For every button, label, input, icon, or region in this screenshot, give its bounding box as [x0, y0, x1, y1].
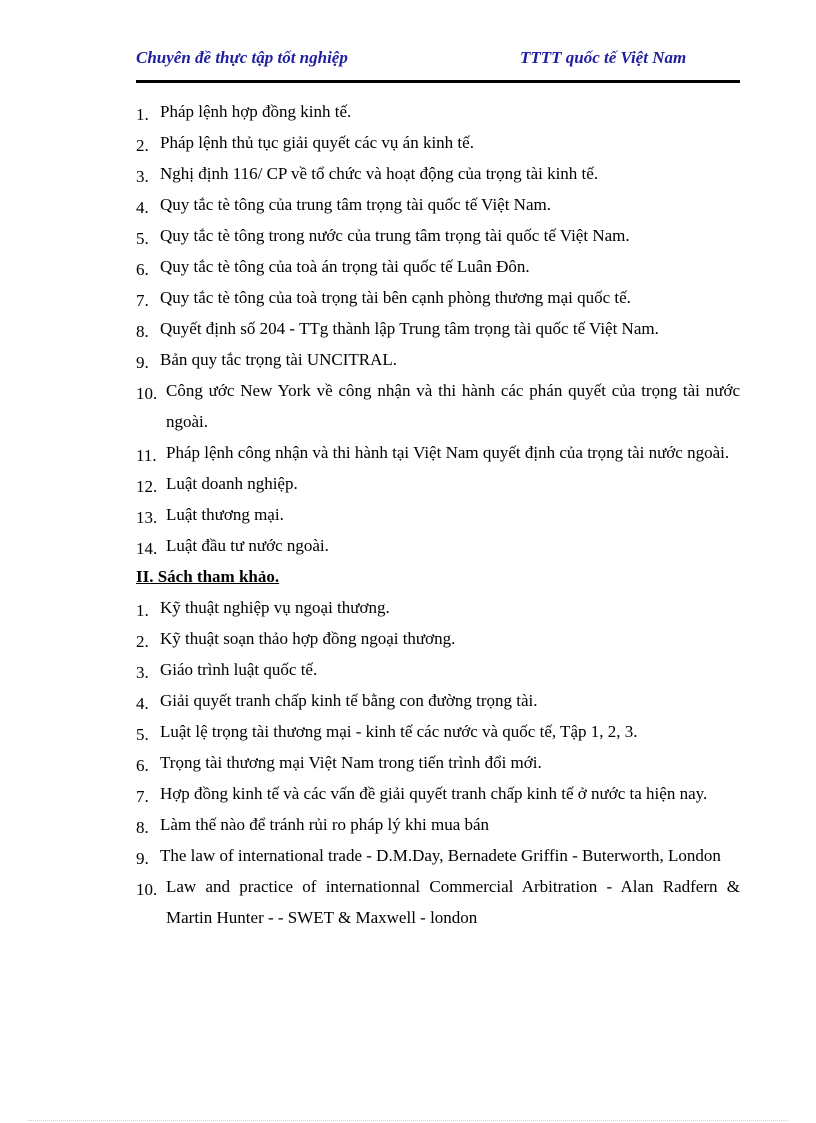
- list-item: [136, 654, 740, 685]
- list-item-text: Kỹ thuật soạn thảo hợp đồng ngoại thương.: [160, 629, 456, 648]
- list-item-text: Hợp đồng kinh tế và các vấn đề giải quyết tranh chấp kinh tế ở nước ta hiện nay.: [160, 784, 708, 803]
- list-item-text: Giải quyết tranh chấp kinh tế bằng con đường trọng tài.: [160, 691, 538, 710]
- list-item: [136, 251, 740, 282]
- list-item-text: Công ước New York về công nhận và thi hành các phán quyết của trọng tài nước ngoài.: [166, 381, 740, 431]
- list-item: [136, 623, 740, 654]
- section-heading: II. Sách tham khảo.: [136, 567, 280, 586]
- list-item-number: 9.: [136, 849, 149, 868]
- list-item: [136, 158, 740, 189]
- list-item-number: 4.: [136, 694, 149, 713]
- list-item-text: Trọng tài thương mại Việt Nam trong tiến trình đổi mới.: [160, 753, 542, 772]
- list-item-number: 1.: [136, 105, 149, 124]
- list-item-text: Law and practice of internationnal Commercial Arbitration - Alan Radfern & Martin Hunter - - SWET & Maxwell - london: [166, 877, 740, 927]
- list-item: [136, 282, 740, 313]
- list-item-number: 4.: [136, 198, 149, 217]
- list-item-number: 13.: [136, 508, 158, 527]
- list-item-number: 7.: [136, 291, 149, 310]
- list-item: [136, 499, 740, 530]
- list-item-text: Pháp lệnh công nhận và thi hành tại Việt Nam quyết định của trọng tài nước ngoài.: [166, 443, 730, 462]
- list-item: [136, 809, 740, 840]
- list-item: [136, 530, 740, 561]
- list-item-number: 10.: [136, 384, 158, 403]
- list-item-text: Quy tắc tè tông của toà trọng tài bên cạnh phòng thương mại quốc tế.: [160, 288, 631, 307]
- legal-documents-list: [136, 96, 740, 561]
- header-right-title: TTTT quốc tế Việt Nam: [520, 48, 687, 67]
- list-item-text: Giáo trình luật quốc tế.: [160, 660, 318, 679]
- list-item: [136, 716, 740, 747]
- list-item-text: Luật đầu tư nước ngoài.: [166, 536, 329, 555]
- list-item: [136, 375, 740, 437]
- list-item-text: Quyết định số 204 - TTg thành lập Trung tâm trọng tài quốc tế Việt Nam.: [160, 319, 659, 338]
- list-item-text: Quy tắc tè tông trong nước của trung tâm trọng tài quốc tế Việt Nam.: [160, 226, 630, 245]
- list-item-number: 6.: [136, 260, 149, 279]
- list-item-text: Làm thế nào để tránh rủi ro pháp lý khi mua bán: [160, 815, 490, 834]
- list-item: [136, 437, 740, 468]
- list-item: [136, 871, 740, 933]
- header-left-title: Chuyên đề thực tập tốt nghiệp: [136, 48, 348, 67]
- list-item: [136, 220, 740, 251]
- list-item: [136, 96, 740, 127]
- list-item: [136, 344, 740, 375]
- list-item-text: Quy tắc tè tông của trung tâm trọng tài quốc tế Việt Nam.: [160, 195, 551, 214]
- list-item-text: Luật lệ trọng tài thương mại - kinh tế các nước và quốc tế, Tập 1, 2, 3.: [160, 722, 638, 741]
- list-item-number: 14.: [136, 539, 158, 558]
- list-item: [136, 747, 740, 778]
- list-item-number: 5.: [136, 229, 149, 248]
- list-item-number: 2.: [136, 632, 149, 651]
- list-item-text: Luật doanh nghiệp.: [166, 474, 298, 493]
- list-item: [136, 685, 740, 716]
- list-item-text: Quy tắc tè tông của toà án trọng tài quốc tế Luân Đôn.: [160, 257, 530, 276]
- page-header: [136, 48, 740, 74]
- list-item-number: 5.: [136, 725, 149, 744]
- list-item: [136, 592, 740, 623]
- list-item: [136, 468, 740, 499]
- list-item: [136, 189, 740, 220]
- list-item: [136, 313, 740, 344]
- list-item-number: 7.: [136, 787, 149, 806]
- list-item-number: 8.: [136, 818, 149, 837]
- list-item-number: 3.: [136, 167, 149, 186]
- reference-books-list: [136, 592, 740, 933]
- list-item-number: 11.: [136, 446, 157, 465]
- list-item: [136, 840, 740, 871]
- list-item-text: Pháp lệnh thủ tục giải quyết các vụ án kinh tế.: [160, 133, 474, 152]
- list-item-number: 3.: [136, 663, 149, 682]
- list-item-text: Bản quy tắc trọng tài UNCITRAL.: [160, 350, 398, 369]
- list-item-number: 8.: [136, 322, 149, 341]
- list-item-number: 9.: [136, 353, 149, 372]
- list-item-number: 6.: [136, 756, 149, 775]
- list-item: [136, 778, 740, 809]
- list-item-text: Luật thương mại.: [166, 505, 284, 524]
- list-item-number: 2.: [136, 136, 149, 155]
- list-item-number: 12.: [136, 477, 158, 496]
- header-rule: [136, 80, 740, 83]
- list-item-text: The law of international trade - D.M.Day, Bernadete Griffin - Buterworth, London: [160, 846, 721, 865]
- list-item-number: 10.: [136, 880, 158, 899]
- reference-list: [136, 96, 740, 933]
- list-item: [136, 127, 740, 158]
- list-item-text: Kỹ thuật nghiệp vụ ngoại thương.: [160, 598, 390, 617]
- footer-divider: [28, 1120, 788, 1121]
- list-item-text: Nghị định 116/ CP về tổ chức và hoạt động của trọng tài kinh tế.: [160, 164, 599, 183]
- list-item-text: Pháp lệnh hợp đồng kinh tế.: [160, 102, 352, 121]
- list-item-number: 1.: [136, 601, 149, 620]
